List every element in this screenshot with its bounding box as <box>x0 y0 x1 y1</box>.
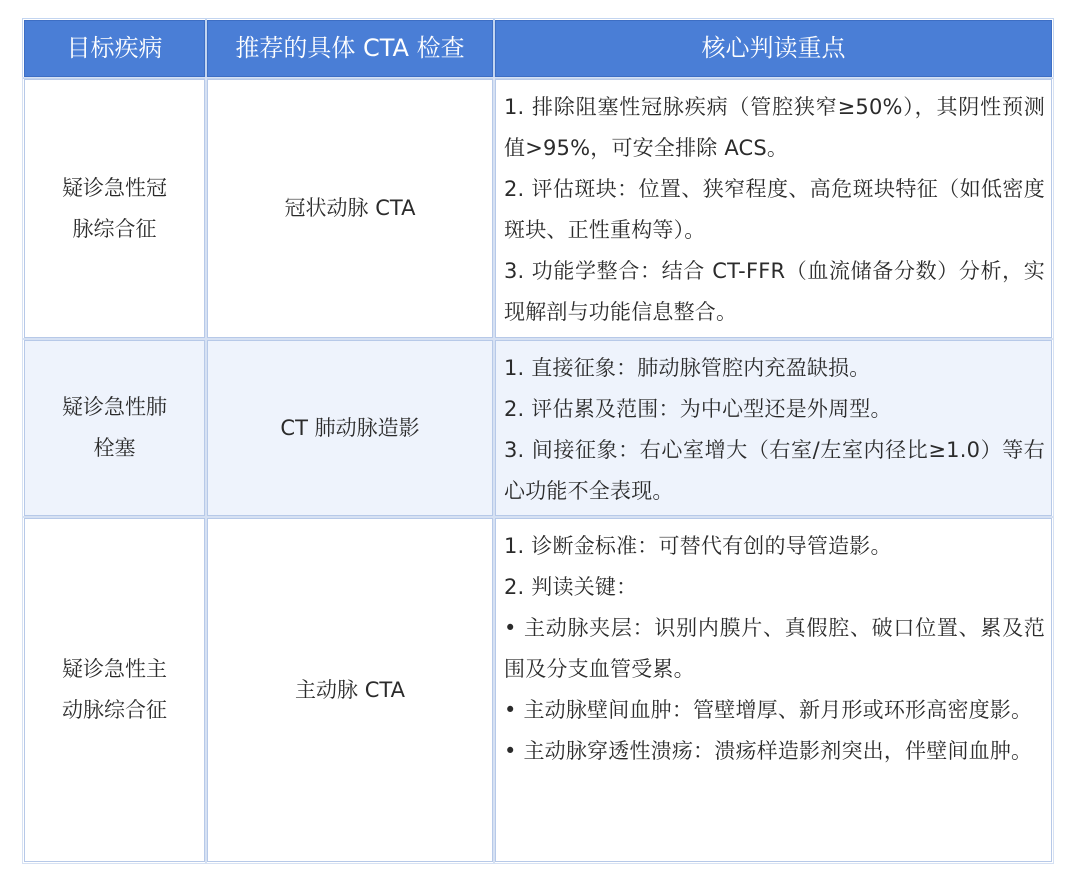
row-2-point-1: 1. 直接征象：肺动脉管腔内充盈缺损。 <box>504 356 871 380</box>
row-3-point-4: • 主动脉壁间血肿：管壁增厚、新月形或环形高密度影。 <box>504 698 1033 722</box>
row-3-exam <box>207 518 493 862</box>
row-2-point-3: 3. 间接征象：右心室增大（右室/左室内径比≥1.0）等右心功能不全表现。 <box>504 438 1045 503</box>
row-2-disease-text: 疑诊急性肺栓塞 <box>62 395 167 460</box>
row-1-exam-text: 冠状动脉 CTA <box>284 196 416 220</box>
cta-table <box>24 20 1052 862</box>
row-3-point-2: 2. 判读关键： <box>504 575 638 599</box>
row-3-disease <box>24 518 205 862</box>
row-1-disease-text: 疑诊急性冠脉综合征 <box>62 175 167 241</box>
row-3-point-5: • 主动脉穿透性溃疡：溃疡样造影剂突出，伴壁间血肿。 <box>504 739 1033 763</box>
row-1-disease <box>24 79 205 338</box>
row-2-exam <box>207 340 493 516</box>
row-3-point-3: • 主动脉夹层：识别内膜片、真假腔、破口位置、累及范围及分支血管受累。 <box>504 616 1045 681</box>
row-1-points <box>495 79 1052 338</box>
header-recommended-exam: 推荐的具体 CTA 检查 <box>207 20 493 77</box>
row-2-exam-text: CT 肺动脉造影 <box>280 415 420 440</box>
row-2-disease <box>24 340 205 516</box>
row-1-point-2: 2. 评估斑块：位置、狭窄程度、高危斑块特征（如低密度斑块、正性重构等）。 <box>504 177 1045 242</box>
row-2-point-2: 2. 评估累及范围：为中心型还是外周型。 <box>504 397 892 421</box>
row-1-exam <box>207 79 493 338</box>
row-2-points <box>495 340 1052 516</box>
header-target-disease: 目标疾病 <box>24 20 205 77</box>
row-3-exam-text: 主动脉 CTA <box>295 677 405 702</box>
header-key-points: 核心判读重点 <box>495 20 1052 77</box>
row-1-point-1: 1. 排除阻塞性冠脉疾病（管腔狭窄≥50%），其阴性预测值>95%，可安全排除 ACS。 <box>504 95 1045 160</box>
row-3-point-1: 1. 诊断金标准：可替代有创的导管造影。 <box>504 534 892 558</box>
row-3-points <box>495 518 1052 862</box>
row-3-disease-text: 疑诊急性主动脉综合征 <box>62 657 167 722</box>
row-1-point-3: 3. 功能学整合：结合 CT-FFR（血流储备分数）分析，实现解剖与功能信息整合。 <box>504 259 1045 324</box>
table-container <box>24 20 1052 862</box>
